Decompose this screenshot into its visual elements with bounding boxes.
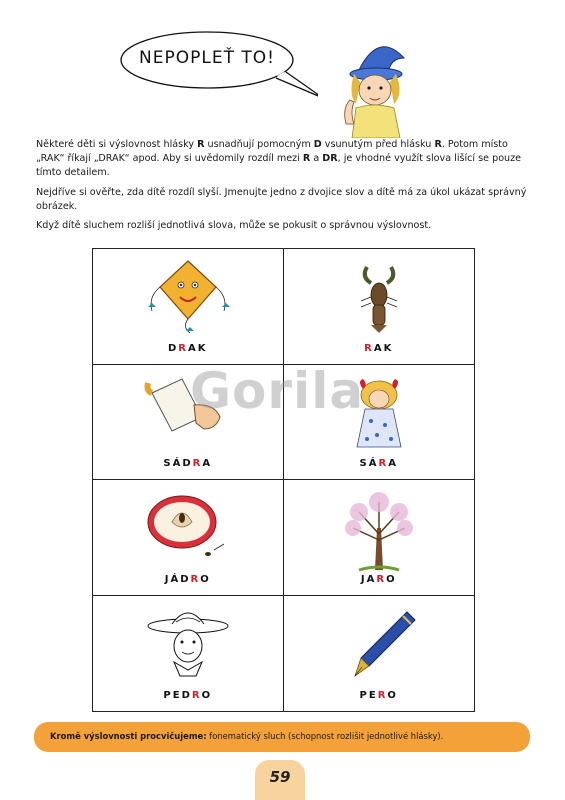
card-word: JÁDRO <box>164 573 211 585</box>
card-word: SÁDRA <box>163 458 213 469</box>
card-word: JARO <box>360 573 397 585</box>
blossom-tree-picture <box>329 488 429 572</box>
card-sara[interactable] <box>284 365 475 481</box>
card-word: DRAK <box>167 342 208 354</box>
card-drak[interactable] <box>93 249 284 365</box>
apple-core-picture <box>138 488 238 568</box>
card-word: SÁRA <box>359 458 398 469</box>
speech-bubble <box>118 28 318 100</box>
card-word: RAK <box>364 342 394 354</box>
card-pedro[interactable] <box>93 596 284 712</box>
page-number-tab <box>255 760 305 800</box>
intro-paragraph-3: Když dítě sluchem rozliší jednotlivá slova, může se pokusit o správnou výslovnost. <box>36 220 432 231</box>
word-card-grid <box>92 248 475 712</box>
gnome-illustration <box>330 38 410 138</box>
card-word: PEDRO <box>163 690 213 701</box>
card-sadra[interactable] <box>93 365 284 481</box>
card-pero[interactable] <box>284 596 475 712</box>
kite-picture <box>138 257 238 337</box>
fountain-pen-picture <box>329 604 429 684</box>
card-rak[interactable] <box>284 249 475 365</box>
card-jaro[interactable] <box>284 480 475 596</box>
intro-paragraph-1: Některé děti si výslovnost hlásky R usnadňují pomocným D vsunutým před hlásku R. Potom místo „RAK“ říkají „DRAK“ apod. Aby si uvědomily rozdíl mezi R a DR, je vhodné využít slova lišící se pouze tímto detailem. <box>36 139 522 178</box>
footer-text: Kromě výslovnosti procvičujeme: fonematický sluch (schopnost rozlišit jednotlivé hlásky). <box>50 731 444 741</box>
card-word: PERO <box>359 690 398 701</box>
sombrero-boy-picture <box>138 604 238 684</box>
card-jadro[interactable] <box>93 480 284 596</box>
intro-paragraph-2: Nejdříve si ověřte, zda dítě rozdíl slyší. Jmenujte jedno z dvojice slov a dítě má za úkol ukázat správný obrázek. <box>36 187 527 212</box>
page-number: 59 <box>269 768 291 786</box>
bubble-text: NEPOPLEŤ TO! <box>139 48 275 68</box>
watermark: Gorila <box>190 362 365 420</box>
girl-picture <box>329 373 429 453</box>
footer-bar <box>34 722 530 752</box>
crayfish-picture <box>329 257 429 337</box>
plaster-cast-picture <box>138 373 238 453</box>
